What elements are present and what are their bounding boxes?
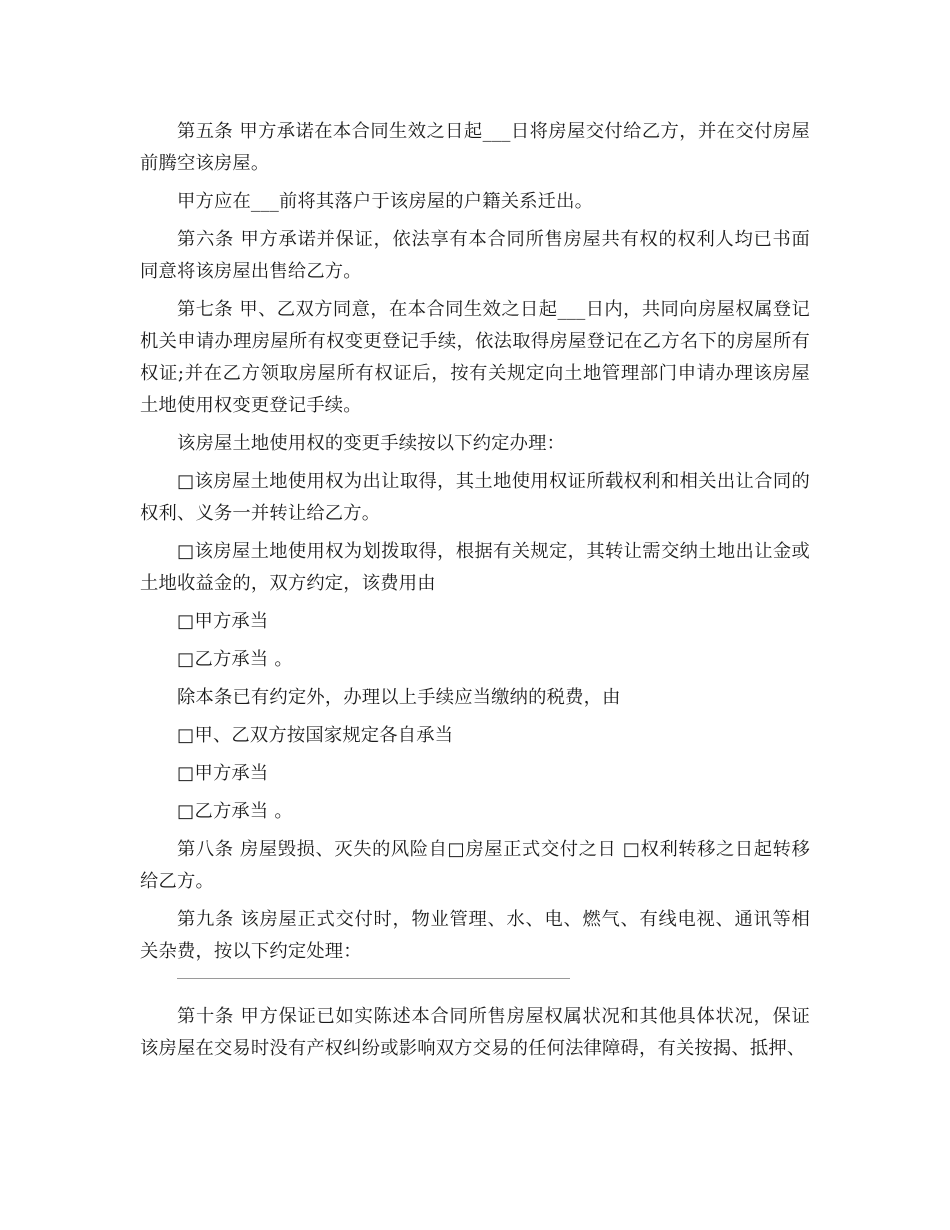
fill-in-blank-line [177, 978, 570, 979]
land-use-procedure-paragraph: 该房屋土地使用权的变更手续按以下约定办理： [177, 433, 566, 454]
tax-fee-paragraph: 除本条已有约定外，办理以上手续应当缴纳的税费，由 [177, 687, 621, 708]
option-allocated-land-paragraph: □该房屋土地使用权为划拨取得，根据有关规定，其转让需交纳土地出让金或土地收益金的，双方约定，该费用由 [140, 541, 810, 594]
article-9-paragraph: 第九条 该房屋正式交付时，物业管理、水、电、燃气、有线电视、通讯等相关杂费，按以下约定处理： [140, 909, 810, 962]
article-5-paragraph: 第五条 甲方承诺在本合同生效之日起___日将房屋交付给乙方，并在交付房屋前腾空该房屋。 [140, 121, 810, 174]
article-8-paragraph: 第八条 房屋毁损、灭失的风险自□房屋正式交付之日 □权利转移之日起转移给乙方。 [140, 839, 810, 892]
article-7-paragraph: 第七条 甲、乙双方同意，在本合同生效之日起___日内，共同向房屋权属登记机关申请办理房屋所有权变更登记手续，依法取得房屋登记在乙方名下的房屋所有权证;并在乙方领取房屋所有权证后，按有关规定向土地管理部门申请办理该房屋土地使用权变更登记手续。 [140, 299, 810, 416]
option-party-b-bears-tax: □乙方承当 。 [177, 801, 293, 822]
contract-page [140, 116, 810, 1071]
option-transfer-land-paragraph: □该房屋土地使用权为出让取得，其土地使用权证所载权利和相关出让合同的权利、义务一并转让给乙方。 [140, 471, 810, 524]
option-party-a-bears-tax: □甲方承当 [177, 763, 269, 784]
option-both-parties-bear: □甲、乙双方按国家规定各自承当 [177, 725, 454, 746]
article-6-paragraph: 第六条 甲方承诺并保证，依法享有本合同所售房屋共有权的权利人均已书面同意将该房屋出售给乙方。 [140, 229, 810, 282]
option-party-b-bears: □乙方承当 。 [177, 649, 293, 670]
option-party-a-bears: □甲方承当 [177, 611, 269, 632]
article-10-paragraph: 第十条 甲方保证已如实陈述本合同所售房屋权属状况和其他具体状况，保证该房屋在交易时没有产权纠纷或影响双方交易的任何法律障碍，有关按揭、抵押、 [140, 1006, 810, 1059]
household-registration-paragraph: 甲方应在___前将其落户于该房屋的户籍关系迁出。 [177, 191, 594, 212]
